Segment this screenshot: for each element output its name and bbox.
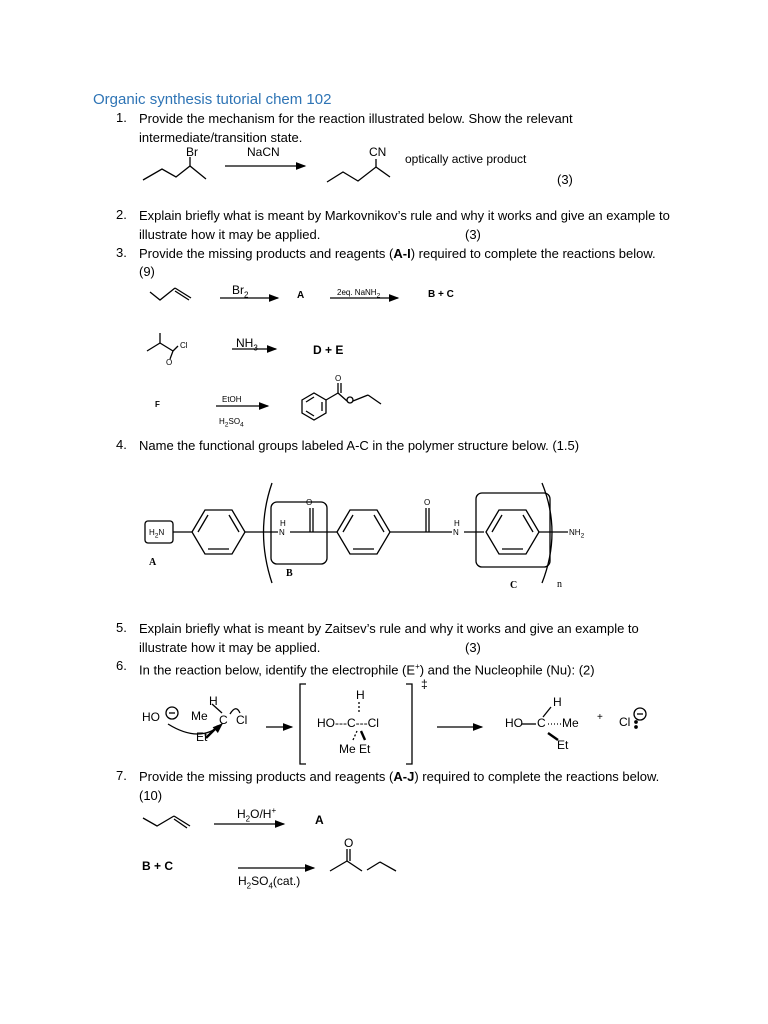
marks: (3) [465, 640, 481, 655]
reagent-label: EtOH [222, 395, 242, 404]
question-5-line-1: Explain briefly what is meant by Zaitsev’s rule and why it works and give an example to [139, 621, 639, 636]
product-note: optically active product [405, 152, 527, 166]
atom-label: O [344, 836, 354, 850]
marks: (9) [139, 264, 155, 279]
transition-state-line: HO---C---Cl [317, 716, 379, 730]
atom-label: O [166, 358, 173, 367]
start-label-f: F [155, 400, 160, 409]
plus-sign: + [597, 712, 603, 723]
atom-label: H [454, 519, 460, 528]
marks: (3) [557, 172, 573, 187]
atom-label: Et [196, 730, 208, 744]
question-1-line-2: intermediate/transition state. [139, 130, 303, 145]
question-7-line-1: Provide the missing products and reagents (A-J) required to complete the reactions below. [139, 769, 660, 784]
question-2-line-1: Explain briefly what is meant by Markovnikov’s rule and why it works and give an example to [139, 208, 670, 223]
question-1-line-1: Provide the mechanism for the reaction illustrated below. Show the relevant [139, 111, 573, 126]
question-3-line-1: Provide the missing products and reagents (A-I) required to complete the reactions below. [139, 246, 656, 261]
reagent-label: $H_2SO_4$ [219, 417, 244, 429]
reagent-label: 2eq. NaNH$_2$ [337, 288, 381, 300]
ethyl-acetate-structure [330, 849, 396, 871]
question-number: 4. [116, 437, 127, 452]
atom-label: H [553, 695, 562, 709]
group-label-a: A [149, 557, 157, 568]
question-number: 3. [116, 245, 127, 260]
double-dagger: ‡ [421, 677, 428, 691]
question-2-line-2: illustrate how it may be applied. [139, 227, 321, 242]
product-label-a: A [297, 290, 305, 301]
atom-label: N [279, 528, 285, 537]
atom-label: Me [191, 709, 208, 723]
atom-label: Et [557, 738, 569, 752]
marks: (3) [465, 227, 481, 242]
reagent-label: NaCN [247, 145, 280, 159]
atom-label: Me [562, 716, 579, 730]
atom-label: H [209, 694, 218, 708]
chloride-label: Cl [619, 715, 631, 729]
atom-label: Cl [236, 713, 248, 727]
question-number: 1. [116, 110, 127, 125]
reagent-label: $H_2SO_4(cat.)$ [238, 874, 301, 891]
atom-label: O [424, 498, 431, 507]
sn2-reactant [166, 704, 240, 738]
start-label-bc: B + C [142, 859, 174, 873]
product-group-label: CN [369, 145, 387, 159]
atom-label: C [537, 716, 546, 730]
reagent-label: $H_2O/H^+$ [237, 806, 277, 824]
reagent-label: $NH_3$ [236, 336, 258, 353]
acyl-chloride-structure [147, 333, 178, 359]
question-number: 7. [116, 768, 127, 783]
transition-state [300, 684, 412, 764]
page-title: Organic synthesis tutorial chem 102 [93, 91, 332, 108]
transition-state-substituents: Me Et [339, 742, 371, 756]
reactant-structure [143, 157, 206, 180]
atom-label: N [453, 528, 459, 537]
question-5-line-2: illustrate how it may be applied. [139, 640, 321, 655]
atom-label: O [335, 374, 342, 383]
product-label-bc: B + C [428, 289, 454, 300]
atom-label: HO [505, 716, 523, 730]
product-label-a: A [315, 813, 324, 827]
atom-label: Cl [180, 341, 188, 350]
amine-label: $NH_2$ [569, 528, 585, 540]
group-label-c: C [510, 580, 518, 591]
amine-label: $H_2N$ [149, 528, 165, 540]
question-number: 2. [116, 207, 127, 222]
question-6-line-1: In the reaction below, identify the electrophile (E+) and the Nucleophile (Nu): (2) [139, 662, 595, 678]
product-label-de: D + E [313, 343, 344, 357]
atom-label: H [280, 519, 286, 528]
atom-label: H [356, 688, 365, 702]
polymer-structure [145, 483, 568, 583]
question-4-line-1: Name the functional groups labeled A-C in the polymer structure below. (1.5) [139, 438, 580, 453]
ester-structure [302, 383, 381, 420]
group-label-b: B [286, 568, 293, 579]
atom-label: HO [142, 710, 160, 724]
marks: (10) [139, 788, 163, 803]
substituent-label: Br [186, 145, 198, 159]
reagent-label: $Br_2$ [232, 283, 249, 300]
question-number: 5. [116, 620, 127, 635]
alkene-structure [150, 288, 191, 300]
atom-label: C [219, 713, 228, 727]
propene-structure [143, 816, 190, 828]
question-number: 6. [116, 658, 127, 673]
repeat-label: n [557, 579, 562, 590]
atom-label: O [306, 498, 313, 507]
sn2-product [522, 707, 646, 740]
product-structure [327, 159, 390, 182]
